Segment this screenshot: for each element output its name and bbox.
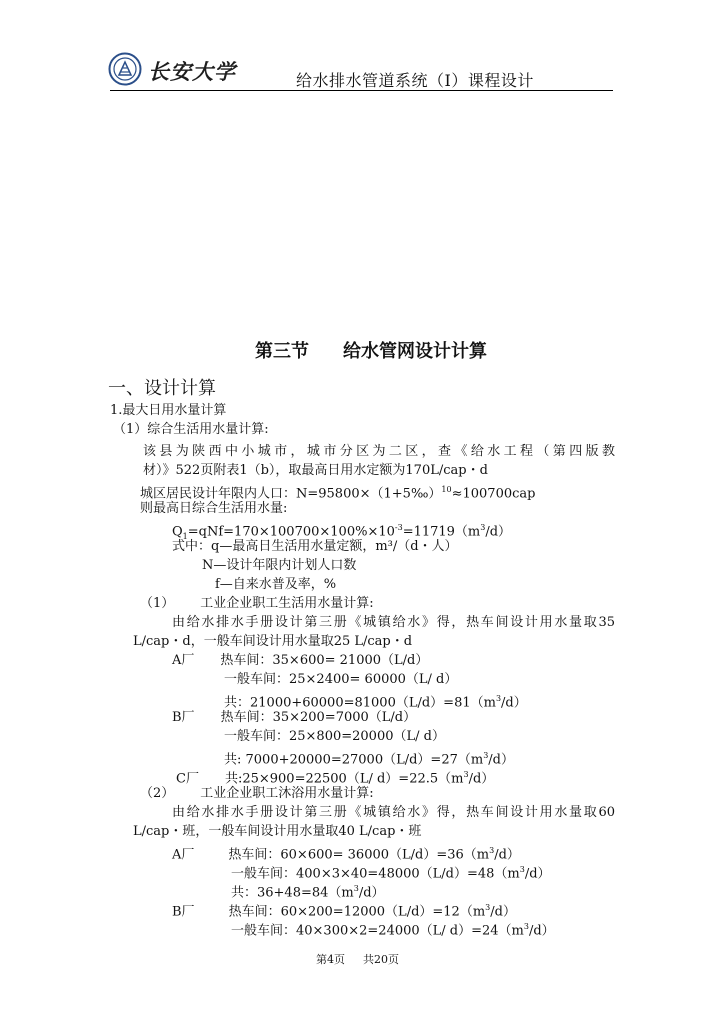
text-line: 一般车间：40×300×2=24000（L/ $d)=24(m^3/d)$	[231, 922, 555, 939]
text-line: 共：$36+48=84(m^3/d)$	[231, 884, 385, 901]
text-line: 由给水排水手册设计第三册《城镇给水》得，热车间设计用水量取35	[172, 615, 615, 630]
heading-design-calc: 一、设计计算	[108, 378, 216, 399]
text-line: L/cap・班，一般车间设计用水量取40 L/cap・班	[133, 824, 422, 839]
university-logo	[108, 52, 258, 90]
text-line: 一般车间：25×2400= 60000（L/ d）	[224, 672, 458, 687]
text-line: 1.最大日用水量计算	[110, 403, 227, 418]
text-line: 材）》522页附表1（b），取最高日用水定额为170L/cap・d	[143, 463, 488, 478]
text-line: 则最高日综合生活用水量:	[140, 501, 288, 516]
formula-line: $Q_1=qNf=170\times 100700\times 100\%\times 10^{-3}=11719(m^3/d)$	[172, 523, 512, 541]
text-line: A厂 热车间：35×600= 21000（L/d）	[172, 653, 429, 668]
page-footer	[316, 951, 399, 967]
text-line: C厂 共:25×900=22500（L/ $d)=22.5(m^3/d)$	[176, 770, 495, 787]
section-name: 给水管网设计计算	[343, 341, 487, 362]
text-line: （1）综合生活用水量计算:	[113, 422, 269, 437]
text-line: 共：$21000+60000=81000(L/d)=81(m^3/d)$	[224, 694, 527, 711]
section-number: 第三节	[255, 341, 309, 362]
text-line: B厂 热车间：35×200=7000（L/d）	[172, 710, 417, 725]
text-line: N—设计年限内计划人口数	[202, 558, 357, 573]
course-title: 给水排水管道系统（Ⅰ）课程设计	[296, 71, 534, 90]
text-line: 该县为陕西中小城市，城市分区为二区，查《给水工程（第四版教	[143, 444, 615, 459]
text-line: （2） 工业企业职工沐浴用水量计算:	[140, 786, 374, 801]
text-line: 城区居民设计年限内人口：N=95800×（1+5‰）$^{10}$≈100700cap	[140, 485, 536, 502]
text-line: A厂 热车间：$60\times 600= 36000(L/d)=36(m^3/d)$	[172, 846, 520, 863]
page-total: 共20页	[363, 953, 399, 966]
text-line: 一般车间：25×800=20000（L/ d）	[224, 729, 445, 744]
text-line: 一般车间：$400\times 3\times 40=48000(L/d)=48(m^3/d)$	[231, 865, 551, 882]
text-line: （1） 工业企业职工生活用水量计算:	[140, 596, 374, 611]
text-line: 式中：q—最高日生活用水量定额，m³/（d・人）	[172, 539, 458, 554]
text-line: 由给水排水手册设计第三册《城镇给水》得，热车间设计用水量取60	[172, 805, 615, 820]
text-line: L/cap・d，一般车间设计用水量取25 L/cap・d	[133, 634, 413, 649]
university-name: 长安大学	[148, 59, 236, 84]
text-line: f—自来水普及率，%	[215, 577, 337, 592]
page-number: 第4页	[316, 953, 345, 966]
text-line: B厂 热车间：$60\times 200=12000(L/d)=12(m^3/d)$	[172, 903, 516, 920]
university-seal-icon	[108, 52, 142, 86]
section-title	[255, 337, 487, 363]
text-line: 共: $7000+20000=27000(L/d)=27(m^3/d)$	[224, 751, 514, 768]
header-divider	[110, 90, 613, 91]
